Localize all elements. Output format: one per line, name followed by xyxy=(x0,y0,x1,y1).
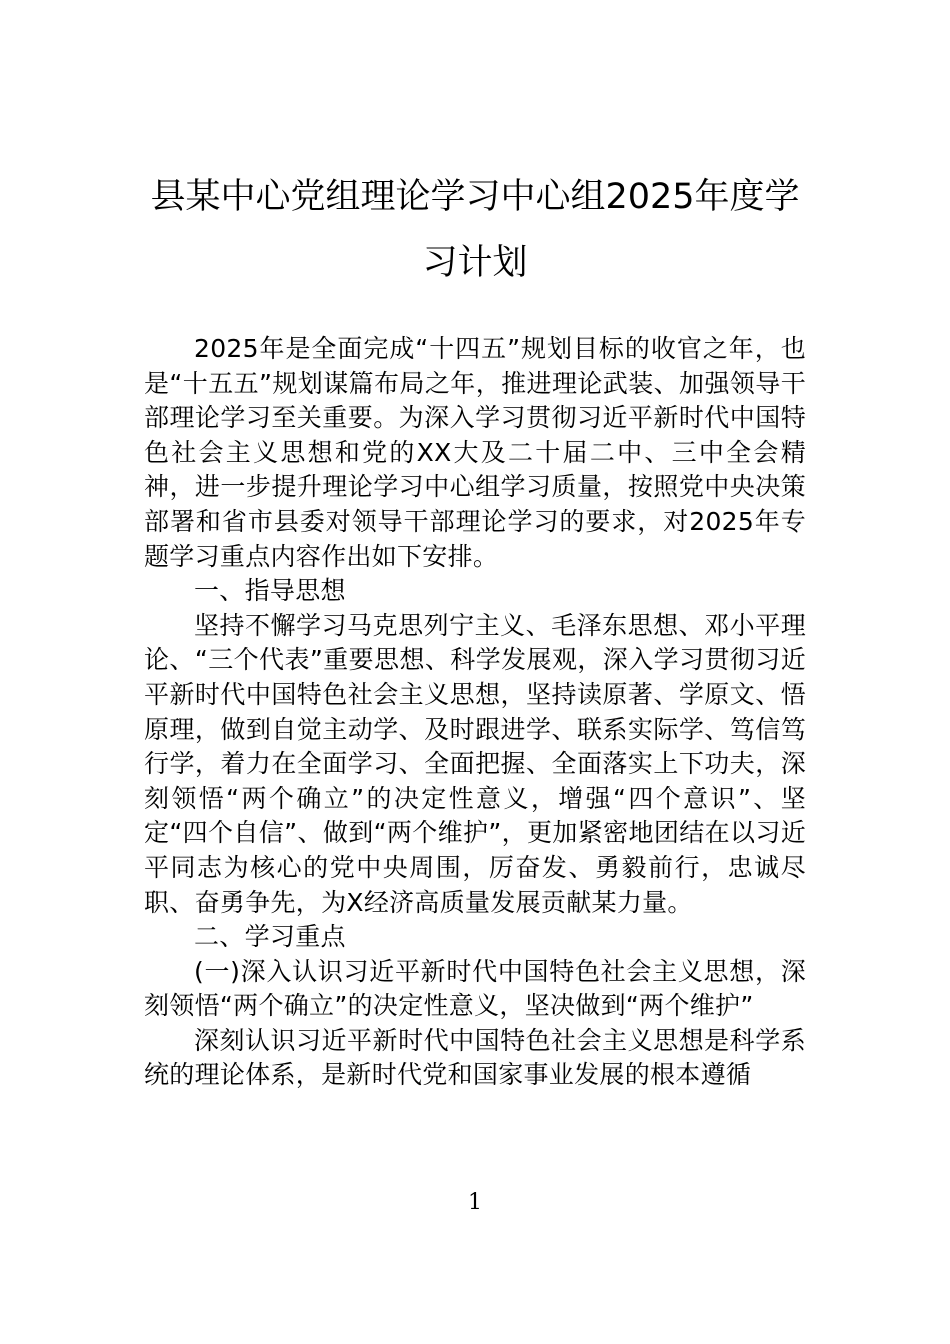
subsection-heading-1: (一)深入认识习近平新时代中国特色社会主义思想，深刻领悟“两个确立”的决定性意义，坚决做到“两个维护” xyxy=(144,956,806,1021)
paragraph-subsection-1: 深刻认识习近平新时代中国特色社会主义思想是科学系统的理论体系，是新时代党和国家事业发展的根本遵循 xyxy=(144,1025,806,1090)
document-title xyxy=(140,164,810,296)
title-line-1: 县某中心党组理论学习中心组2025年度学 xyxy=(150,177,800,217)
section-heading-study-focus: 二、学习重点 xyxy=(194,922,346,952)
document-body xyxy=(144,332,806,1093)
paragraph-intro: 2025年是全面完成“十四五”规划目标的收官之年，也是“十五五”规划谋篇布局之年，推进理论武装、加强领导干部理论学习至关重要。为深入学习贯彻习近平新时代中国特色社会主义思想和党的XX大及二十届二中、三中全会精神，进一步提升理论学习中心组学习质量，按照党中央决策部署和省市县委对领导干部理论学习的要求，对2025年专题学习重点内容作出如下安排。 xyxy=(144,334,806,571)
section-heading-guiding-ideology: 一、指导思想 xyxy=(194,576,346,606)
title-line-2: 习计划 xyxy=(422,243,528,283)
page-number: 1 xyxy=(468,1190,482,1215)
paragraph-guiding-ideology: 坚持不懈学习马克思列宁主义、毛泽东思想、邓小平理论、“三个代表”重要思想、科学发展观，深入学习贯彻习近平新时代中国特色社会主义思想，坚持读原著、学原文、悟原理，做到自觉主动学、及时跟进学、联系实际学、笃信笃行学，着力在全面学习、全面把握、全面落实上下功夫，深刻领悟“两个确立”的决定性意义，增强“四个意识”、坚定“四个自信”、做到“两个维护”，更加紧密地团结在以习近平同志为核心的党中央周围，厉奋发、勇毅前行，忠诚尽职、奋勇争先，为X经济高质量发展贡献某力量。 xyxy=(144,610,806,917)
